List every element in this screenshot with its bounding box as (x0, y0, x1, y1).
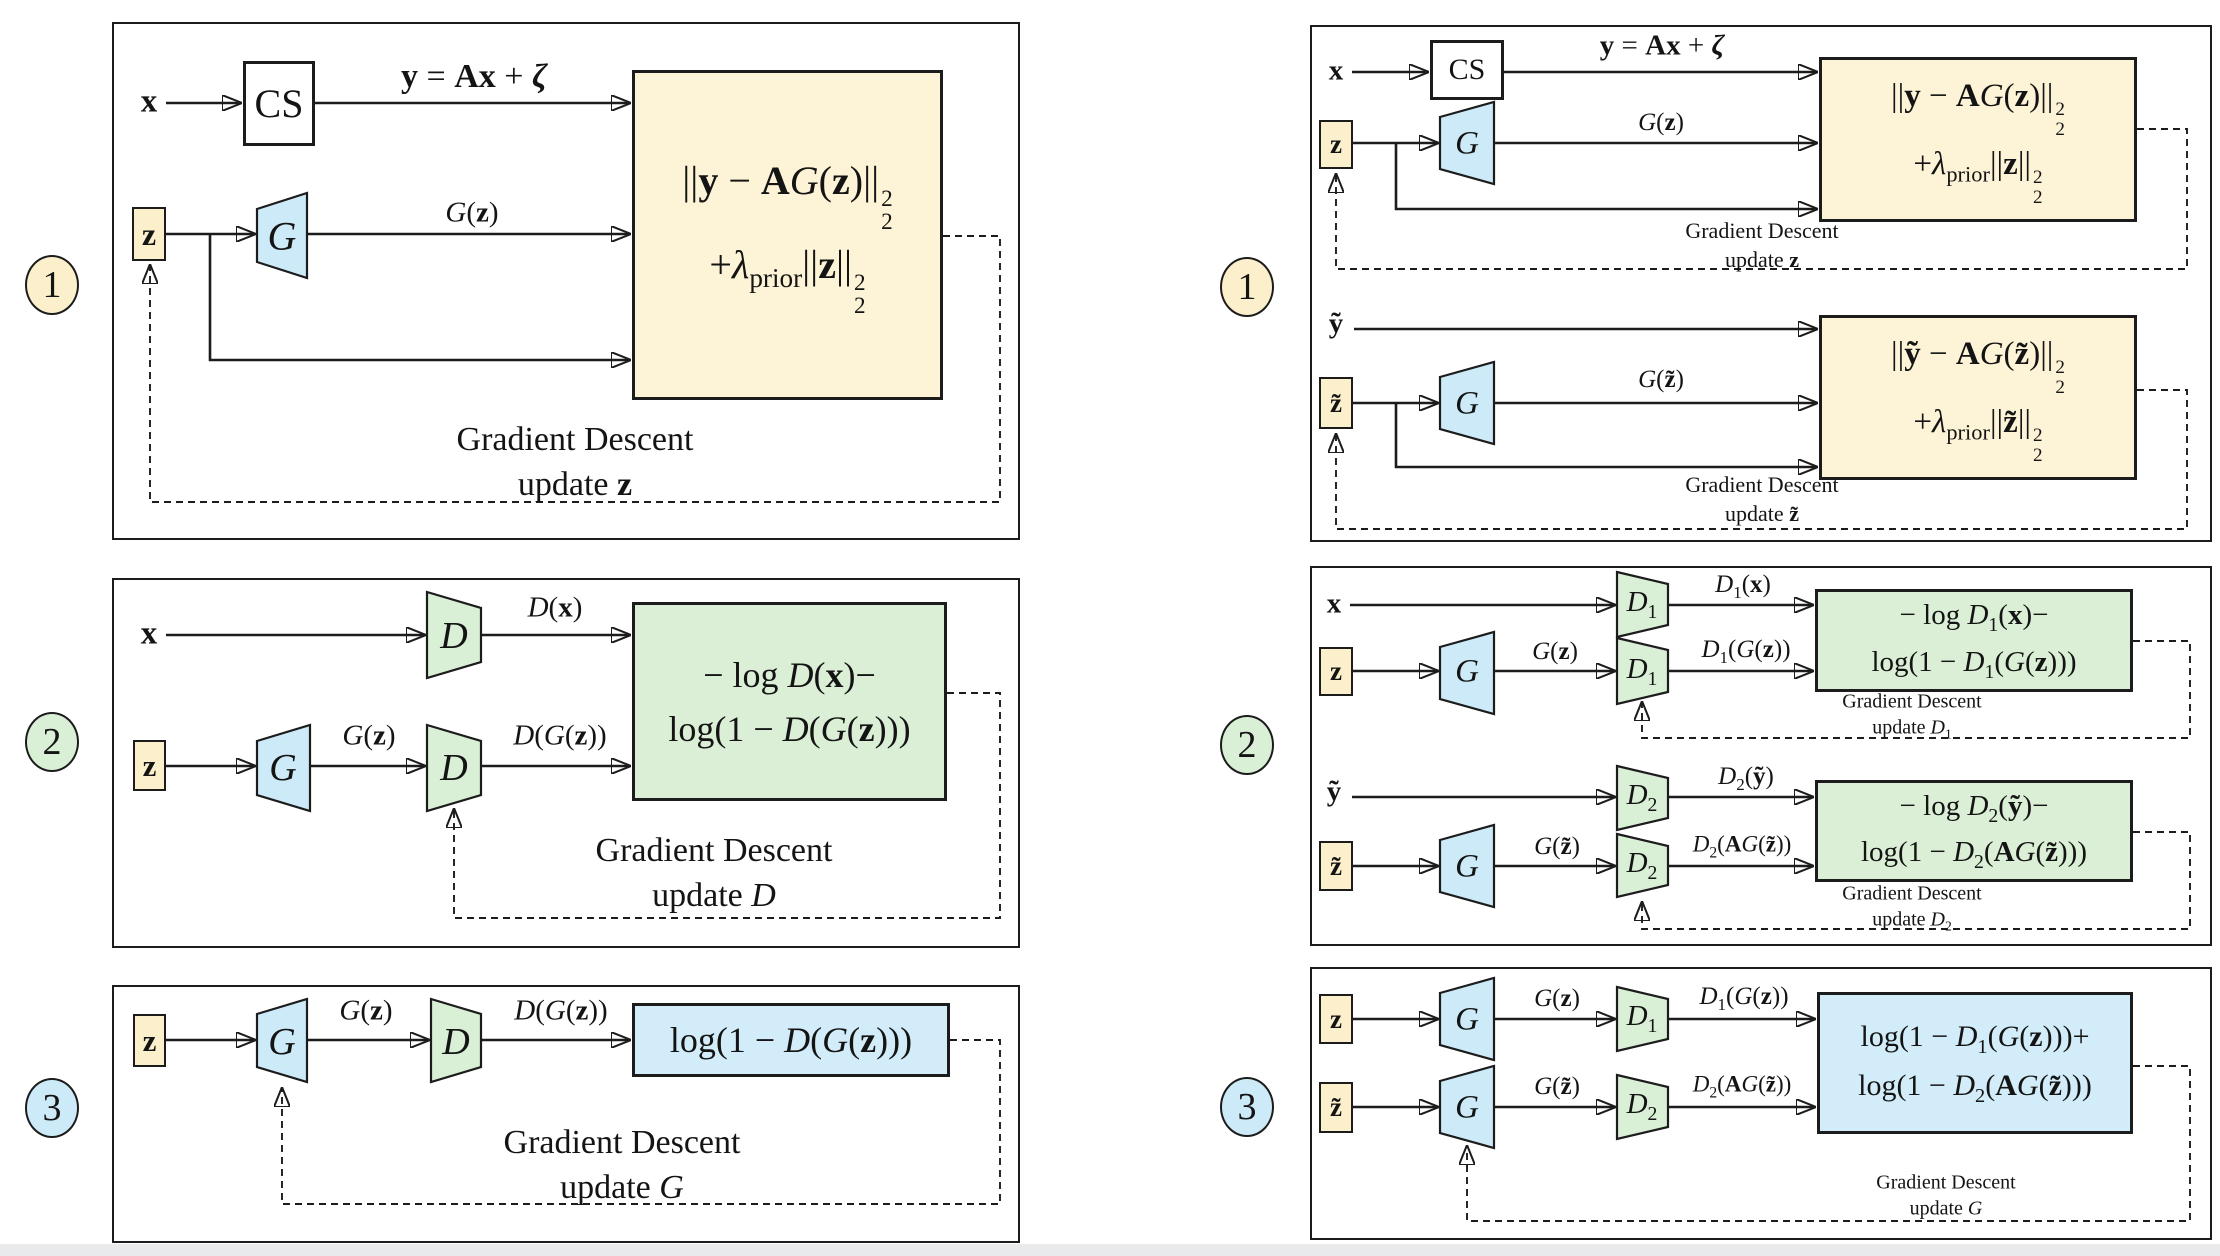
cs-label: CS (254, 81, 304, 126)
discriminator1-letter-top: $D_1$ (1626, 586, 1658, 623)
caption-line-2: update D (652, 877, 776, 914)
loss-line-1: − $\log D_1(x)-$ (1899, 599, 2049, 636)
generator-letter-top: G (1455, 1001, 1479, 1038)
latent-z-node (1319, 994, 1353, 1044)
step-badge-2-right (1220, 715, 1274, 775)
step-badge-1-left (25, 255, 79, 315)
dgz-label: D(G(z)) (514, 994, 608, 1027)
latent-z-node (1319, 120, 1353, 169)
loss-box-a (1815, 589, 2133, 692)
discriminator2-letter: $D_2$ (1626, 1088, 1658, 1125)
caption-line-2: update G (560, 1169, 684, 1206)
loss-line-1: − $\log D_2(ỹ)-$ (1899, 789, 2049, 827)
input-x-label: x (1328, 54, 1344, 87)
generator-letter-bottom: G (1455, 1089, 1479, 1126)
zt-label: z̃ (1330, 387, 1342, 418)
zt-label: z̃ (1330, 850, 1342, 881)
discriminator2-letter-bottom: $D_2$ (1626, 847, 1658, 884)
caption-line-2: update $D_1$ (1872, 716, 1952, 742)
gz-label: G(z) (1534, 985, 1580, 1012)
loss-line-2: $+\lambda_{prior}||z̃||$ 2 2 (1913, 403, 2043, 466)
z-label: z (1330, 656, 1342, 686)
gradient-descent-caption-b (1842, 880, 1981, 935)
loss-line-2: $\log(1 - D_2(AG(z̃)))$ (1861, 836, 2087, 873)
latent-z-node (133, 740, 166, 791)
step-number: 1 (42, 264, 62, 306)
loss-line-2: $+\lambda_{prior}||z||$ 2 2 (709, 242, 866, 320)
z-label: z (141, 215, 157, 252)
step-badge-1-right (1220, 257, 1274, 317)
panel-step1-right (1310, 25, 2212, 542)
loss-line-1: ||ỹ − AG(z̃)|| 2 2 (1891, 335, 2065, 398)
loss-box-b (1815, 780, 2133, 882)
caption-line-1: Gradient Descent (1685, 217, 1839, 243)
discriminator-letter-top: D (440, 615, 468, 657)
d2y-label: $D_2(ỹ)$ (1718, 763, 1774, 794)
d2agz-label: $D_2(AG(z̃))$ (1692, 831, 1792, 862)
gz-label: G(z) (339, 994, 393, 1027)
discriminator-letter: D (442, 1021, 470, 1063)
z-label: z (142, 747, 157, 783)
caption-line-1: Gradient Descent (1685, 471, 1839, 497)
gradient-descent-caption (504, 1121, 741, 1211)
latent-z-node (1319, 647, 1353, 696)
gradient-descent-caption-a (1842, 688, 1981, 743)
gradient-descent-caption (457, 418, 694, 508)
panel-step1-left (112, 22, 1020, 540)
input-x-label: x (1326, 587, 1342, 620)
gzt-label: G(z̃) (1638, 366, 1684, 393)
generator-letter: G (268, 1021, 296, 1063)
discriminator-letter-bottom: D (440, 747, 468, 789)
zt-label: z̃ (1330, 1092, 1342, 1122)
loss-box-b (1819, 315, 2137, 480)
measurement-label: y = Ax + ζ (1599, 29, 1725, 62)
latent-z-node (132, 207, 166, 261)
generator-letter: G (267, 213, 297, 259)
loss-line-2: log(1 − D(G(z))) (668, 708, 911, 749)
loss-box (632, 602, 947, 801)
gradient-descent-caption (596, 829, 833, 919)
z-label: z (142, 1022, 157, 1058)
step-number: 3 (42, 1087, 62, 1129)
caption-line-2: update z (1725, 247, 1799, 272)
panel-step3-right (1310, 967, 2212, 1240)
loss-line-1: $\log(1 - D_1(G(z)))+$ (1860, 1020, 2090, 1059)
dgz-label: D(G(z)) (513, 719, 607, 752)
loss-line-1: log(1 − D(G(z))) (669, 1020, 913, 1060)
loss-line-2: $\log(1 - D_2(AG(z̃)))$ (1858, 1069, 2092, 1107)
input-x-label: x (140, 615, 158, 652)
discriminator1-letter: $D_1$ (1626, 1000, 1658, 1037)
caption-line-2: update z (517, 466, 633, 503)
generator-letter: G (269, 747, 297, 789)
discriminator2-letter-top: $D_2$ (1626, 779, 1658, 816)
caption-line-1: Gradient Descent (1842, 882, 1982, 905)
step-badge-2-left (25, 712, 79, 772)
caption-line-1: Gradient Descent (1876, 1171, 2016, 1194)
input-yt-label: ỹ (1326, 775, 1342, 808)
input-yt-label: ỹ (1328, 307, 1344, 340)
caption-line-2: update G (1909, 1198, 1983, 1220)
gradient-descent-caption-a (1685, 216, 1838, 274)
input-x-label: x (140, 83, 158, 120)
latent-z-node (133, 1014, 166, 1067)
caption-line-1: Gradient Descent (503, 1124, 741, 1162)
z-label: z (1330, 1003, 1342, 1034)
loss-box (632, 70, 943, 400)
loss-line-2: $+\lambda_{prior}||z||$ 2 2 (1913, 145, 2043, 208)
loss-line-1: ||y − AG(z)|| 2 2 (1891, 77, 2065, 140)
caption-line-1: Gradient Descent (456, 421, 694, 459)
gz-label: G(z) (445, 196, 499, 229)
latent-zt-node (1319, 1082, 1353, 1133)
loss-line-2: $\log(1 - D_1(G(z)))$ (1871, 645, 2077, 683)
d1x-label: $D_1(x)$ (1715, 571, 1771, 602)
step-number: 1 (1237, 266, 1257, 308)
generator-letter-top: G (1455, 125, 1479, 162)
gz-label: G(z) (342, 719, 396, 752)
dx-label: D(x) (527, 591, 583, 624)
step-number: 2 (1237, 724, 1257, 766)
step-number: 3 (1237, 1086, 1257, 1128)
gradient-descent-caption (1876, 1170, 2015, 1223)
cs-node (243, 61, 315, 146)
caption-line-2: update $D_2$ (1872, 908, 1952, 934)
loss-line-1: − log D(x)− (703, 654, 876, 695)
z-label: z (1330, 129, 1342, 159)
cs-label: CS (1448, 53, 1486, 86)
generator-letter-top: G (1455, 653, 1479, 690)
cs-node (1430, 40, 1504, 100)
latent-zt-node (1319, 377, 1353, 429)
latent-zt-node (1319, 841, 1353, 891)
loss-box-a (1819, 57, 2137, 222)
generator-letter-bottom: G (1455, 385, 1479, 422)
generator-letter-bottom: G (1455, 848, 1479, 885)
gz-label: G(z) (1638, 109, 1684, 136)
loss-box (1817, 992, 2133, 1134)
loss-line-1: ||y − AG(z)|| 2 2 (682, 158, 893, 236)
caption-line-1: Gradient Descent (1842, 690, 1982, 713)
measurement-label: y = Ax + ζ (401, 58, 547, 95)
gradient-descent-caption-b (1685, 470, 1838, 528)
discriminator1-letter-bottom: $D_1$ (1626, 653, 1658, 690)
gzt-label: G(z̃) (1534, 833, 1580, 860)
d2agz-label: $D_2(AG(z̃))$ (1692, 1071, 1792, 1102)
panel-step2-right (1310, 566, 2212, 946)
d1gz-label: $D_1(G(z))$ (1699, 983, 1789, 1014)
step-number: 2 (42, 721, 62, 763)
loss-box (632, 1003, 950, 1077)
panel-step2-left (112, 578, 1020, 948)
page-edge-strip (0, 1244, 2220, 1256)
d1gz-label: $D_1(G(z))$ (1701, 636, 1791, 667)
caption-line-2: update z̃ (1725, 501, 1799, 526)
step-badge-3-left (25, 1078, 79, 1138)
gz-label: G(z) (1532, 638, 1578, 665)
gzt-label: G(z̃) (1534, 1073, 1580, 1100)
panel-step3-left (112, 985, 1020, 1243)
step-badge-3-right (1220, 1077, 1274, 1137)
caption-line-1: Gradient Descent (595, 832, 833, 870)
